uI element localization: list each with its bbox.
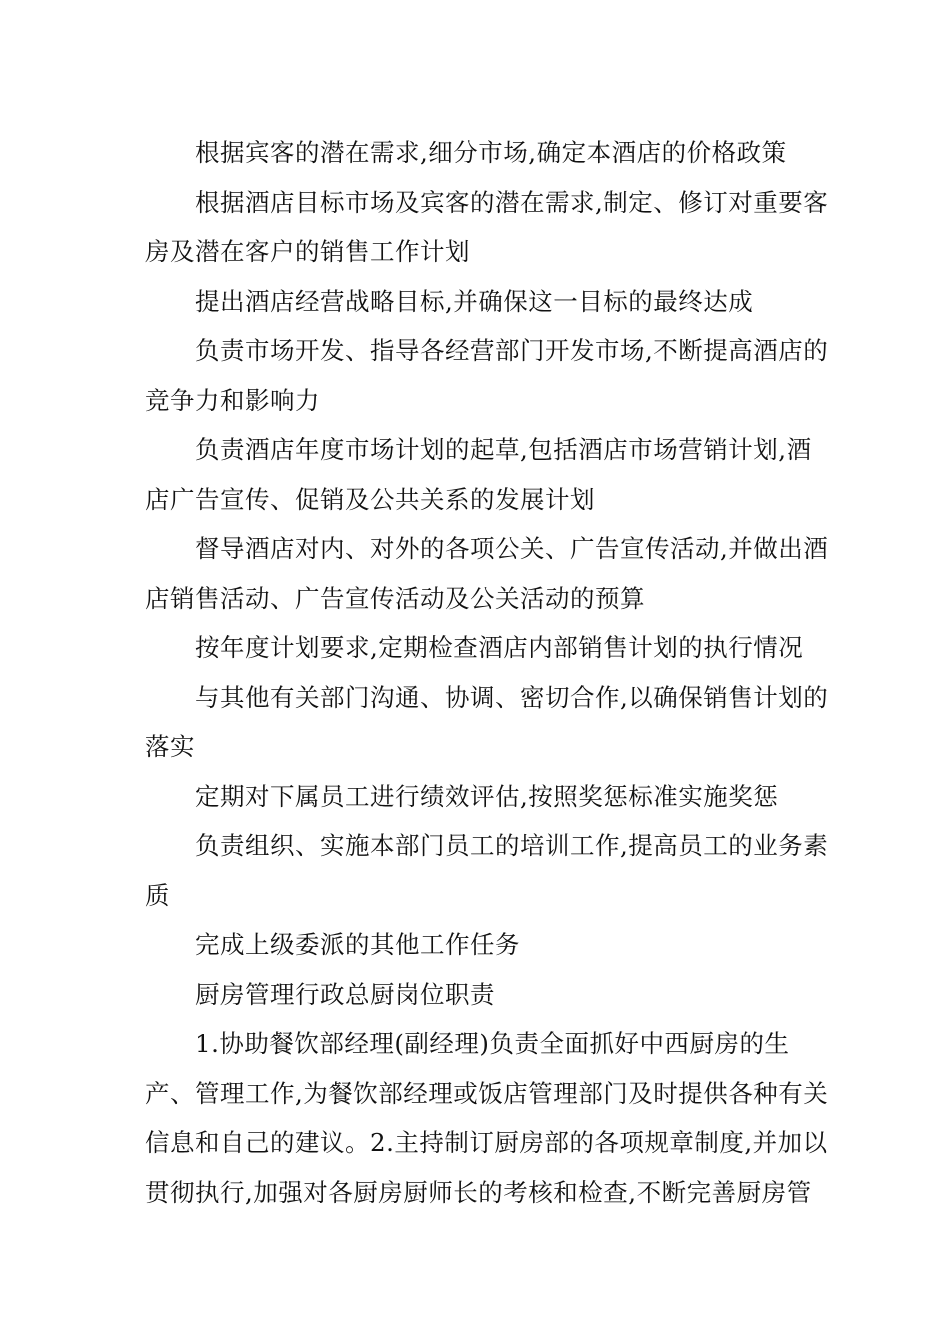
paragraph-sales-plan: 根据酒店目标市场及宾客的潜在需求,制定、修订对重要客房及潜在客户的销售工作计划 bbox=[145, 187, 829, 266]
paragraph-plan-inspection: 按年度计划要求,定期检查酒店内部销售计划的执行情况 bbox=[195, 633, 804, 662]
paragraph-performance-review: 定期对下属员工进行绩效评估,按照奖惩标准实施奖惩 bbox=[195, 781, 779, 811]
document-body bbox=[145, 128, 835, 1217]
paragraph-coordination: 与其他有关部门沟通、协调、密切合作,以确保销售计划的落实 bbox=[145, 682, 829, 761]
paragraph-chef-duties: 1.协助餐饮部经理(副经理)负责全面抓好中西厨房的生产、管理工作,为餐饮部经理或饭店管理部门及时提供各种有关信息和自己的建议。2.主持制订厨房部的各项规章制度,并加以贯彻执行,加强对各厨房厨师长的考核和检查,不断完善厨房管 bbox=[145, 1029, 829, 1207]
paragraph-market-development: 负责市场开发、指导各经营部门开发市场,不断提高酒店的竞争力和影响力 bbox=[145, 336, 829, 415]
paragraph-annual-market-plan: 负责酒店年度市场计划的起草,包括酒店市场营销计划,酒店广告宣传、促销及公共关系的发展计划 bbox=[145, 435, 812, 514]
paragraph-strategy-goal: 提出酒店经营战略目标,并确保这一目标的最终达成 bbox=[195, 286, 754, 316]
paragraph-pricing-policy: 根据宾客的潜在需求,细分市场,确定本酒店的价格政策 bbox=[195, 138, 787, 167]
section-heading-executive-chef: 厨房管理行政总厨岗位职责 bbox=[195, 979, 495, 1009]
paragraph-other-tasks: 完成上级委派的其他工作任务 bbox=[195, 930, 520, 959]
paragraph-staff-training: 负责组织、实施本部门员工的培训工作,提高员工的业务素质 bbox=[145, 831, 829, 910]
paragraph-pr-advertising: 督导酒店对内、对外的各项公关、广告宣传活动,并做出酒店销售活动、广告宣传活动及公关活动的预算 bbox=[145, 534, 829, 613]
